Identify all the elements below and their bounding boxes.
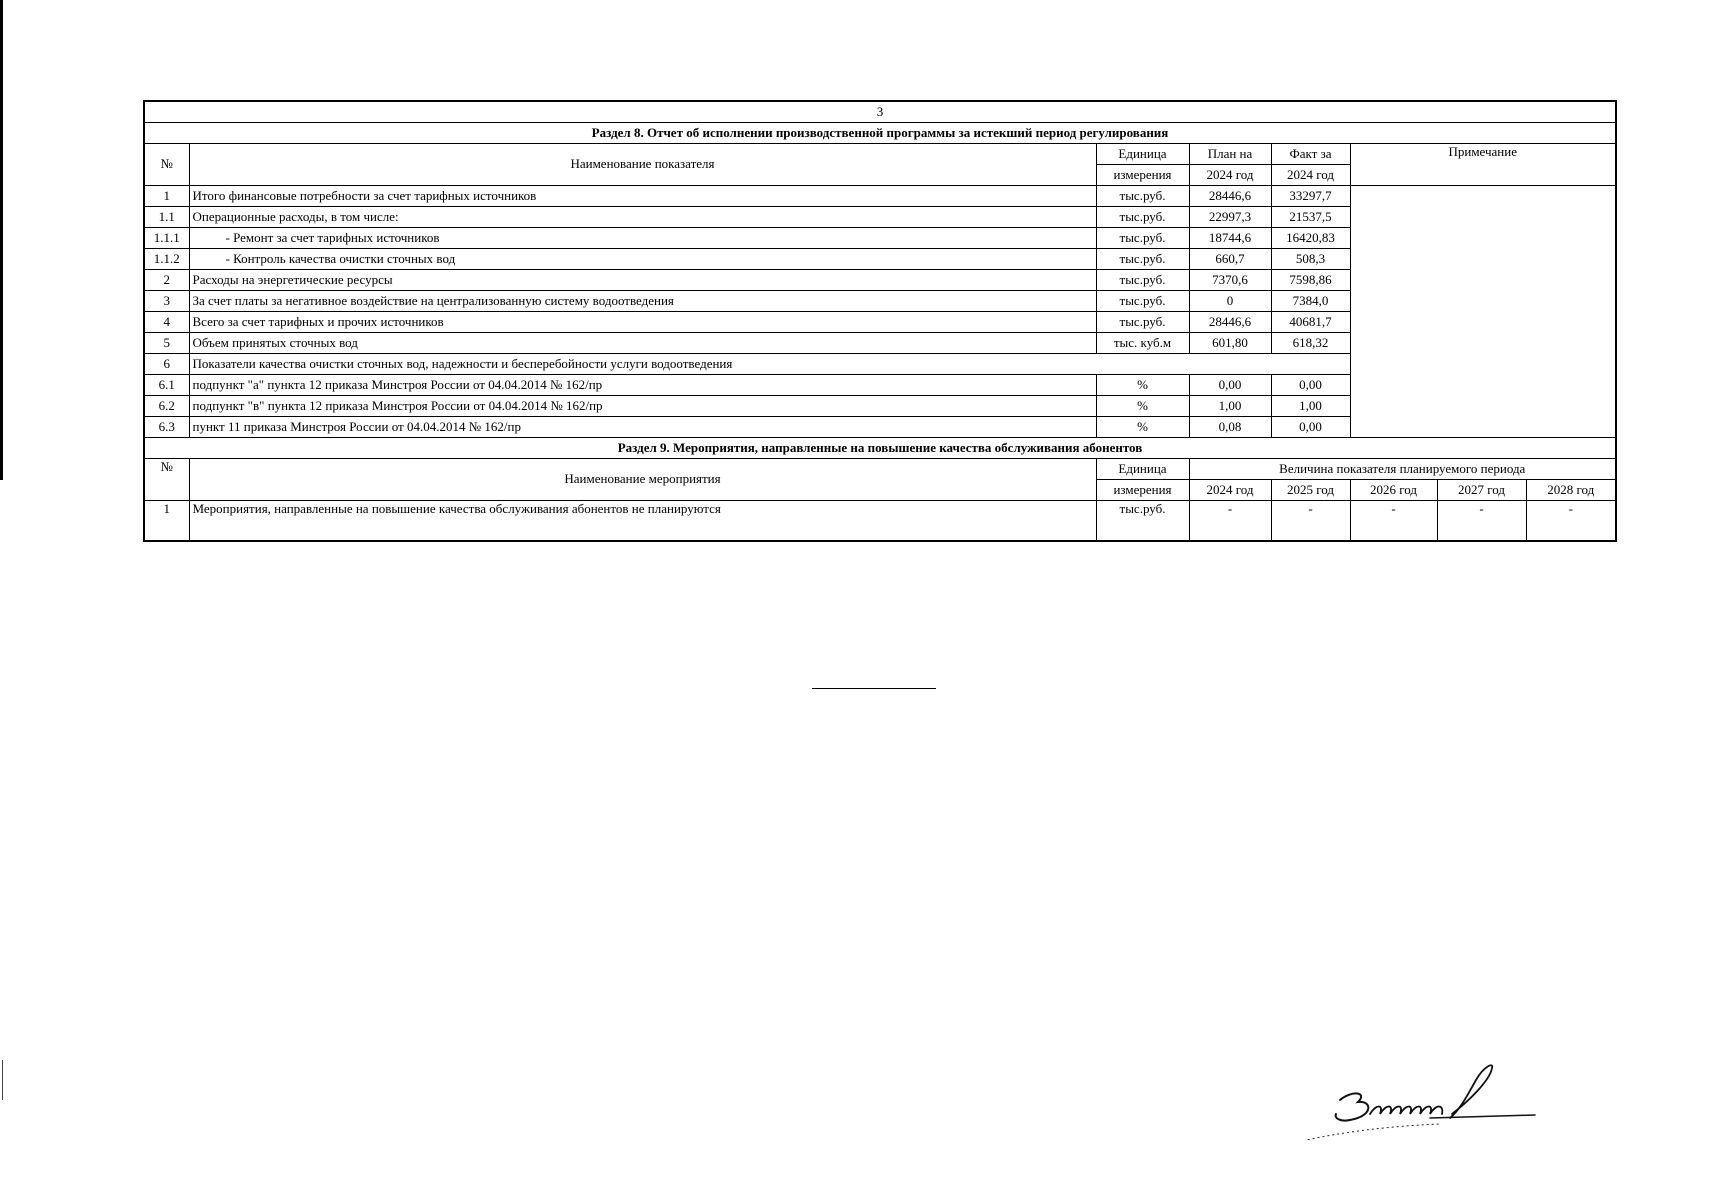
section8-title: Раздел 8. Отчет об исполнении производственной программы за истекший период регулирования [144,123,1616,144]
row-plan: 0 [1189,291,1271,312]
col-header-year: 2025 год [1271,480,1350,501]
row-fact: 1,00 [1271,396,1350,417]
row-plan: 7370,6 [1189,270,1271,291]
row-name: Расходы на энергетические ресурсы [189,270,1096,291]
col-header-num: № [144,144,189,186]
row-name: подпункт "а" пункта 12 приказа Минстроя России от 04.04.2014 № 162/пр [189,375,1096,396]
col-header-year: 2024 год [1189,480,1271,501]
table-row [144,186,1616,207]
col-header-period: Величина показателя планируемого периода [1189,459,1616,480]
row-unit: % [1096,396,1189,417]
row-num: 6.3 [144,417,189,438]
row-num: 1.1.1 [144,228,189,249]
row-unit: тыс. куб.м [1096,333,1189,354]
col-header-fact-2: 2024 год [1271,165,1350,186]
note-cell [1350,186,1616,438]
row-name: За счет платы за негативное воздействие на централизованную систему водоотведения [189,291,1096,312]
row-plan: 0,08 [1189,417,1271,438]
row-num: 6 [144,354,189,375]
row-unit: тыс.руб. [1096,291,1189,312]
col-header-unit: Единица [1096,144,1189,165]
col-header-year: 2026 год [1350,480,1437,501]
row-plan: 1,00 [1189,396,1271,417]
col-header-unit-2: измерения [1096,165,1189,186]
report-table [143,100,1617,542]
row-plan: 28446,6 [1189,312,1271,333]
col-header-name: Наименование мероприятия [189,459,1096,501]
row-name: Мероприятия, направленные на повышение качества обслуживания абонентов не планируются [189,501,1096,542]
col-header-unit-2: измерения [1096,480,1189,501]
row-fact: 16420,83 [1271,228,1350,249]
col-header-plan-2: 2024 год [1189,165,1271,186]
row-name: - Ремонт за счет тарифных источников [189,228,1096,249]
col-header-year: 2028 год [1526,480,1616,501]
row-num: 6.2 [144,396,189,417]
row-value: - [1437,501,1526,542]
row-fact: 40681,7 [1271,312,1350,333]
row-unit: тыс.руб. [1096,249,1189,270]
row-plan: 18744,6 [1189,228,1271,249]
signature [1280,1060,1580,1140]
row-name: пункт 11 приказа Минстроя России от 04.04.2014 № 162/пр [189,417,1096,438]
col-header-num: № [144,459,189,501]
row-value: - [1350,501,1437,542]
row-name: - Контроль качества очистки сточных вод [189,249,1096,270]
col-header-unit: Единица [1096,459,1189,480]
scan-edge-mark [2,1060,3,1100]
row-name: Итого финансовые потребности за счет тарифных источников [189,186,1096,207]
col-header-name: Наименование показателя [189,144,1096,186]
row-name: подпункт "в" пункта 12 приказа Минстроя России от 04.04.2014 № 162/пр [189,396,1096,417]
row-num: 3 [144,291,189,312]
row-name: Показатели качества очистки сточных вод, надежности и бесперебойности услуги водоотведения [189,354,1350,375]
row-unit: % [1096,375,1189,396]
row-num: 5 [144,333,189,354]
col-header-fact: Факт за [1271,144,1350,165]
col-header-plan: План на [1189,144,1271,165]
row-num: 2 [144,270,189,291]
row-value: - [1189,501,1271,542]
row-value: - [1526,501,1616,542]
row-num: 6.1 [144,375,189,396]
row-name: Всего за счет тарифных и прочих источников [189,312,1096,333]
page-number: 3 [144,101,1616,123]
row-fact: 21537,5 [1271,207,1350,228]
row-unit: тыс.руб. [1096,207,1189,228]
row-num: 1.1.2 [144,249,189,270]
row-num: 1 [144,501,189,542]
row-name: Операционные расходы, в том числе: [189,207,1096,228]
col-header-note: Примечание [1350,144,1616,186]
row-plan: 28446,6 [1189,186,1271,207]
row-num: 1 [144,186,189,207]
row-fact: 0,00 [1271,375,1350,396]
row-unit: тыс.руб. [1096,186,1189,207]
row-plan: 601,80 [1189,333,1271,354]
row-fact: 33297,7 [1271,186,1350,207]
row-fact: 0,00 [1271,417,1350,438]
row-plan: 0,00 [1189,375,1271,396]
col-header-year: 2027 год [1437,480,1526,501]
row-unit: тыс.руб. [1096,270,1189,291]
section9-title: Раздел 9. Мероприятия, направленные на повышение качества обслуживания абонентов [144,438,1616,459]
row-unit: тыс.руб. [1096,312,1189,333]
row-unit: % [1096,417,1189,438]
row-value: - [1271,501,1350,542]
row-num: 4 [144,312,189,333]
row-plan: 660,7 [1189,249,1271,270]
scan-edge-mark [0,0,9,480]
row-name: Объем принятых сточных вод [189,333,1096,354]
row-fact: 7384,0 [1271,291,1350,312]
row-fact: 508,3 [1271,249,1350,270]
row-fact: 7598,86 [1271,270,1350,291]
table-row [144,501,1616,542]
row-unit: тыс.руб. [1096,501,1189,542]
row-fact: 618,32 [1271,333,1350,354]
separator-line [812,688,936,689]
row-unit: тыс.руб. [1096,228,1189,249]
row-num: 1.1 [144,207,189,228]
row-plan: 22997,3 [1189,207,1271,228]
